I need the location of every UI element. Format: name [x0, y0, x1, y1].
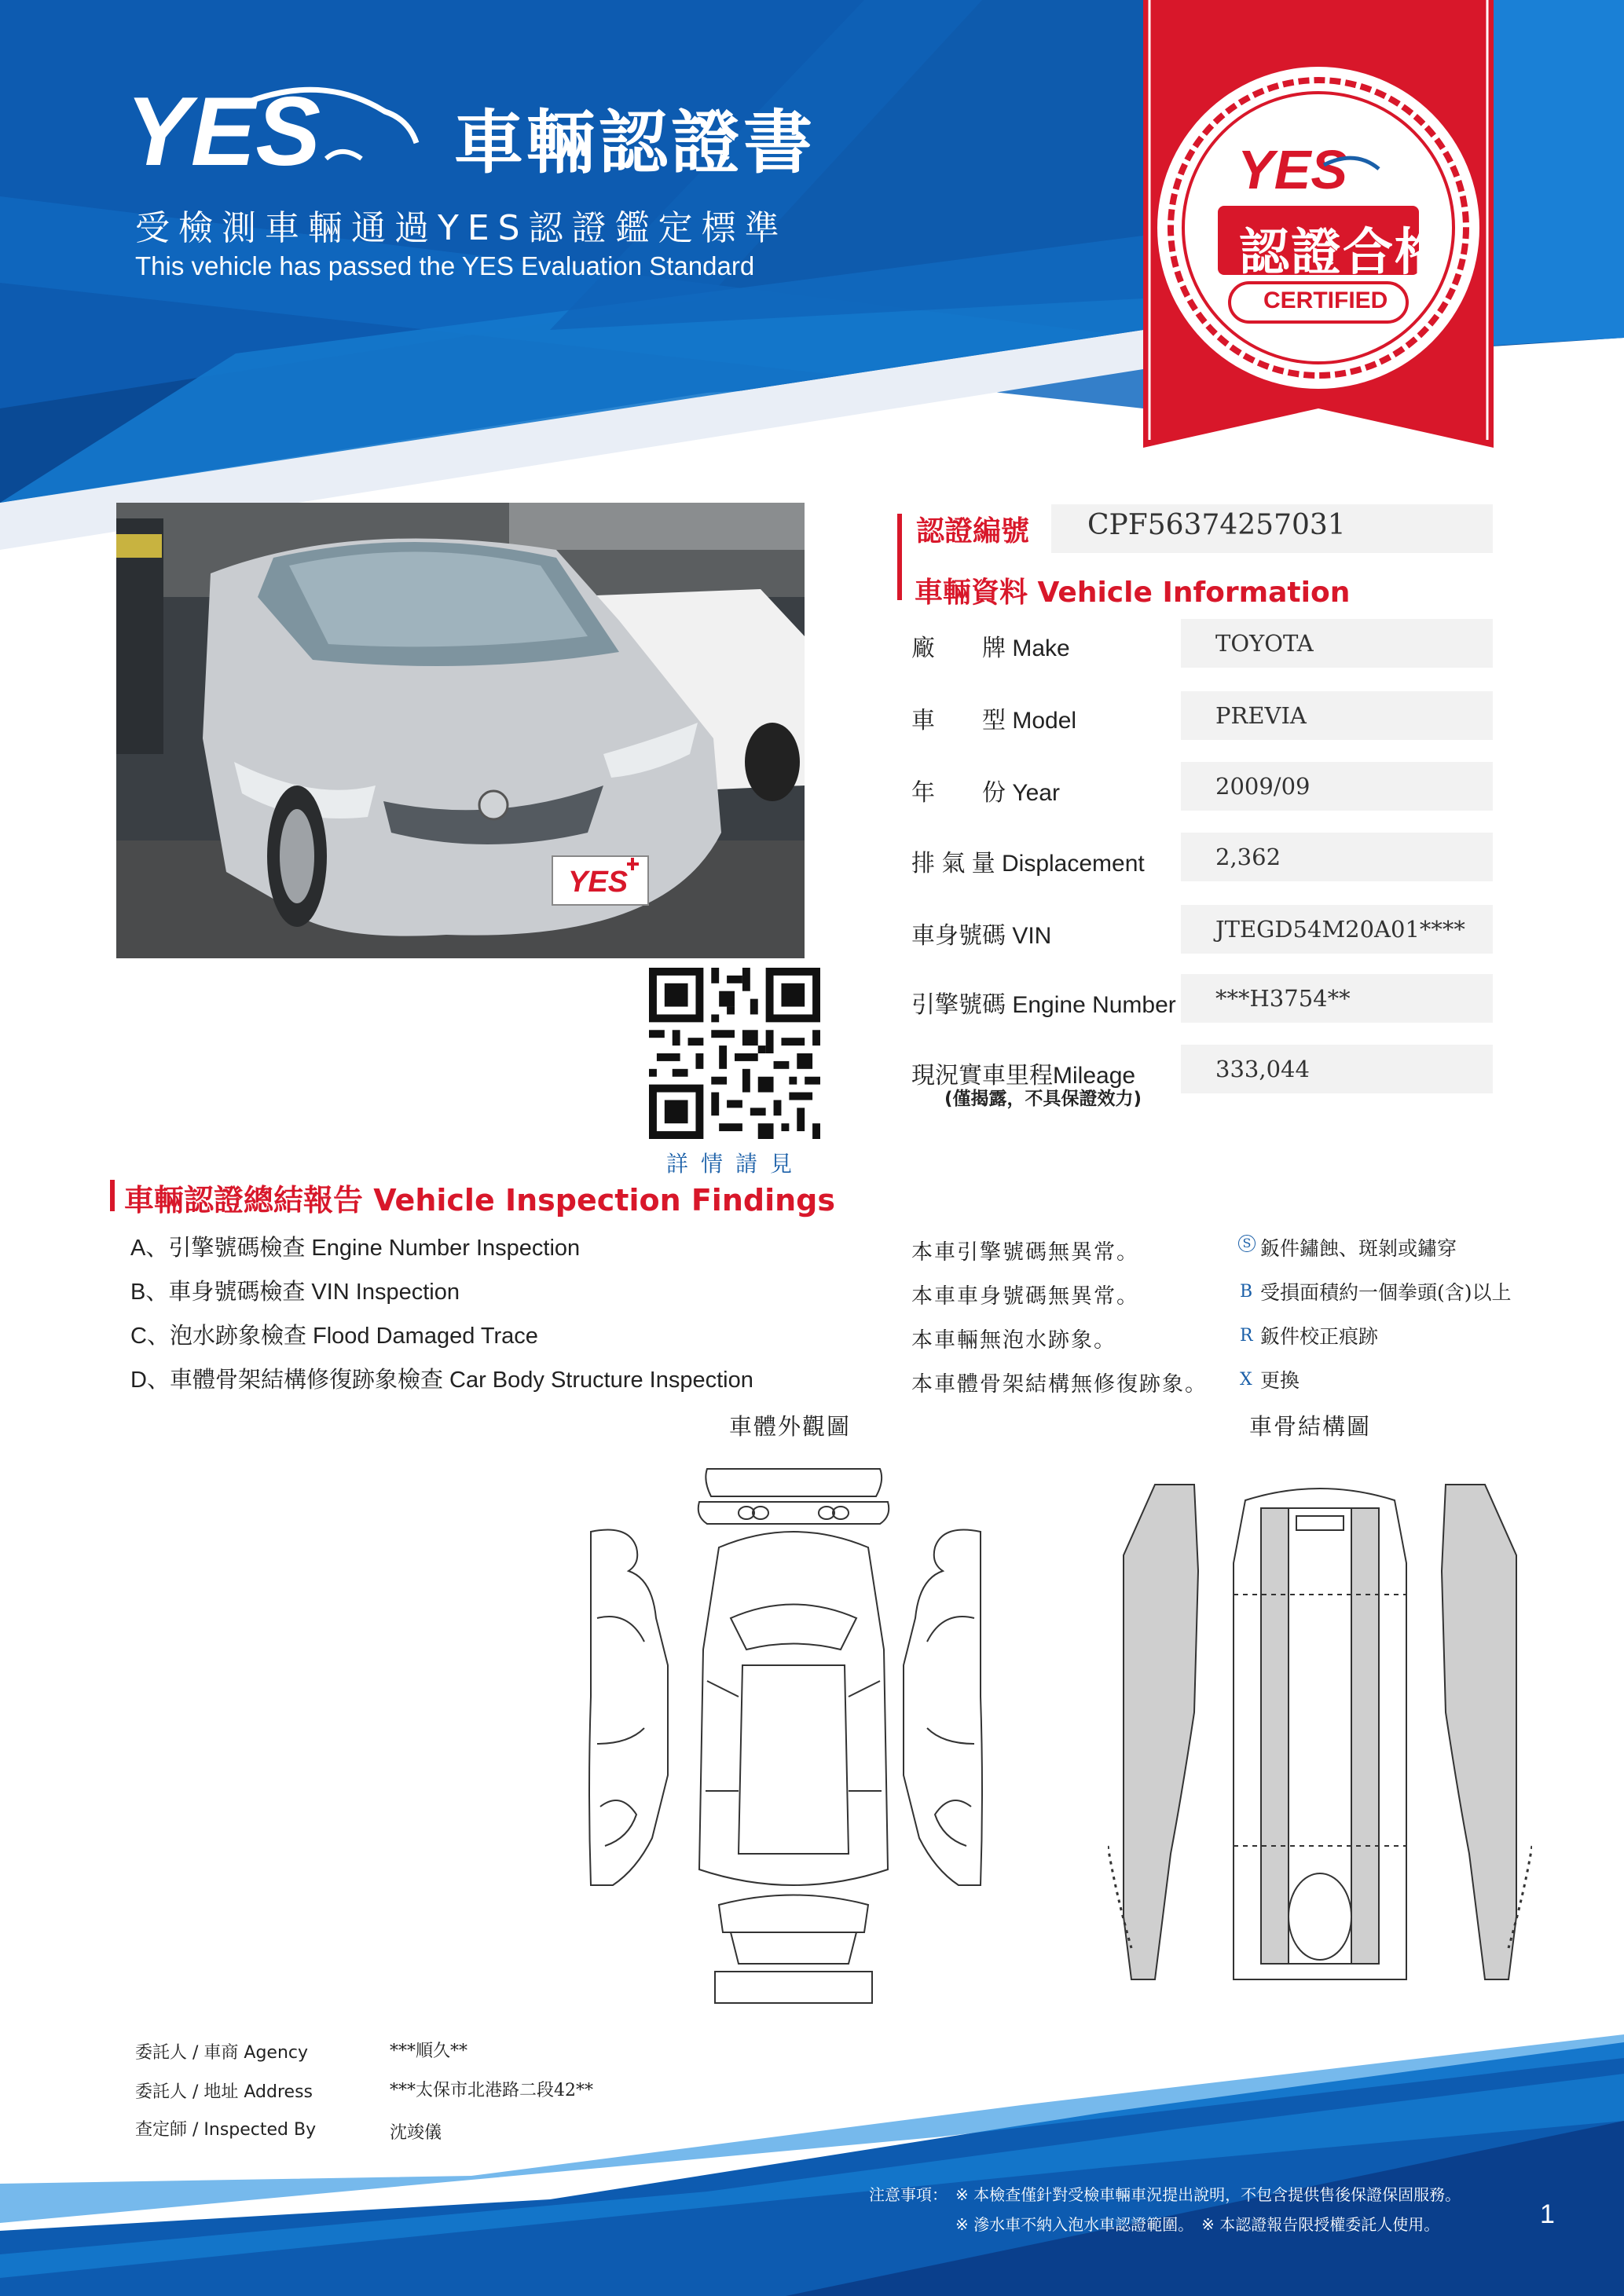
address-label: 委託人 / 地址 Address	[135, 2082, 313, 2102]
mileage-note: (僅揭露，不具保證效力)	[944, 1089, 1142, 1109]
info-label-model: 車 型 Model	[911, 708, 1077, 734]
svg-text:YES: YES	[126, 78, 321, 186]
note-1: ※ 本檢查僅針對受檢車輛車況提出說明，不包含提供售後保證保固服務。	[955, 2185, 1461, 2204]
legend-symbol-b: B	[1240, 1282, 1253, 1302]
subtitle-chinese: 受檢測車輛通過YES認證鑑定標準	[135, 208, 788, 248]
info-value-model: PREVIA	[1215, 702, 1307, 729]
section-marker	[897, 514, 902, 600]
info-label-year: 年 份 Year	[911, 780, 1060, 806]
exterior-diagram	[581, 1461, 990, 2011]
qr-code[interactable]	[648, 968, 821, 1139]
findings-title: 車輛認證總結報告 Vehicle Inspection Findings	[124, 1183, 835, 1218]
info-value-engine-number: ***H3754**	[1215, 985, 1351, 1012]
note-2: ※ 滲水車不納入泡水車認證範圍。 ※ 本認證報告限授權委託人使用。	[955, 2215, 1440, 2234]
finding-label-engine: A、引擎號碼檢查 Engine Number Inspection	[130, 1236, 581, 1261]
seal-certified-text: CERTIFIED	[1263, 287, 1388, 313]
page-number: 1	[1540, 2199, 1555, 2229]
agency-value: ***順久**	[390, 2041, 468, 2061]
seal-main-text: 認證合格	[1239, 224, 1446, 282]
subtitle-english: This vehicle has passed the YES Evaluation Standard	[135, 251, 755, 280]
legend-text-s: 鈑件鏽蝕、斑剝或鏽穿	[1260, 1237, 1457, 1260]
findings-marker	[110, 1180, 115, 1211]
certificate-title: 車輛認證書	[454, 102, 816, 183]
agency-label: 委託人 / 車商 Agency	[135, 2043, 309, 2063]
exterior-diagram-caption: 車體外觀圖	[729, 1413, 852, 1440]
finding-result-engine: 本車引擎號碼無異常。	[911, 1240, 1139, 1265]
structure-diagram	[1108, 1477, 1532, 2003]
finding-label-flood: C、泡水跡象檢查 Flood Damaged Trace	[130, 1324, 538, 1349]
finding-result-structure: 本車體骨架結構無修復跡象。	[911, 1372, 1208, 1397]
notes-title: 注意事項：	[869, 2185, 948, 2204]
legend-text-x: 更換	[1260, 1369, 1300, 1392]
finding-result-vin: 本車車身號碼無異常。	[911, 1284, 1139, 1309]
info-label-mileage: 現況實車里程Mileage	[911, 1063, 1136, 1089]
legend-text-b: 受損面積約一個拳頭(含)以上	[1260, 1281, 1512, 1304]
finding-result-flood: 本車輛無泡水跡象。	[911, 1328, 1116, 1353]
yes-logo	[126, 72, 424, 190]
info-label-vin: 車身號碼 VIN	[911, 923, 1052, 949]
vehicle-info-title: 車輛資料 Vehicle Information	[915, 577, 1351, 609]
inspector-label: 查定師 / Inspected By	[135, 2120, 317, 2140]
address-value: ***太保市北港路二段42**	[390, 2081, 593, 2100]
info-value-displacement: 2,362	[1215, 844, 1281, 870]
svg-text:YES: YES	[1237, 139, 1348, 200]
info-label-make: 廠 牌 Make	[911, 635, 1070, 661]
vehicle-photo	[116, 503, 805, 958]
legend-symbol-r: R	[1240, 1326, 1253, 1346]
legend-symbol-x: X	[1240, 1370, 1252, 1390]
legend-text-r: 鈑件校正痕跡	[1260, 1325, 1379, 1348]
info-value-mileage: 333,044	[1215, 1056, 1310, 1082]
qr-label: 詳情請見	[666, 1151, 805, 1177]
info-label-engine-number: 引擎號碼 Engine Number	[911, 992, 1176, 1018]
legend-symbol-s: S	[1238, 1235, 1256, 1252]
finding-label-vin: B、車身號碼檢查 VIN Inspection	[130, 1280, 460, 1305]
info-value-vin: JTEGD54M20A01****	[1215, 916, 1465, 943]
info-label-displacement: 排 氣 量 Displacement	[911, 851, 1145, 877]
structure-diagram-caption: 車骨結構圖	[1249, 1413, 1372, 1440]
svg-text:YES: YES	[568, 866, 629, 899]
certificate-number-label: 認證編號	[916, 515, 1030, 547]
certificate-number: CPF56374257031	[1087, 509, 1346, 541]
inspector-value: 沈竣儀	[390, 2123, 442, 2143]
info-value-make: TOYOTA	[1215, 630, 1314, 657]
finding-label-structure: D、車體骨架結構修復跡象檢查 Car Body Structure Inspection	[130, 1368, 753, 1393]
info-value-year: 2009/09	[1215, 773, 1311, 800]
